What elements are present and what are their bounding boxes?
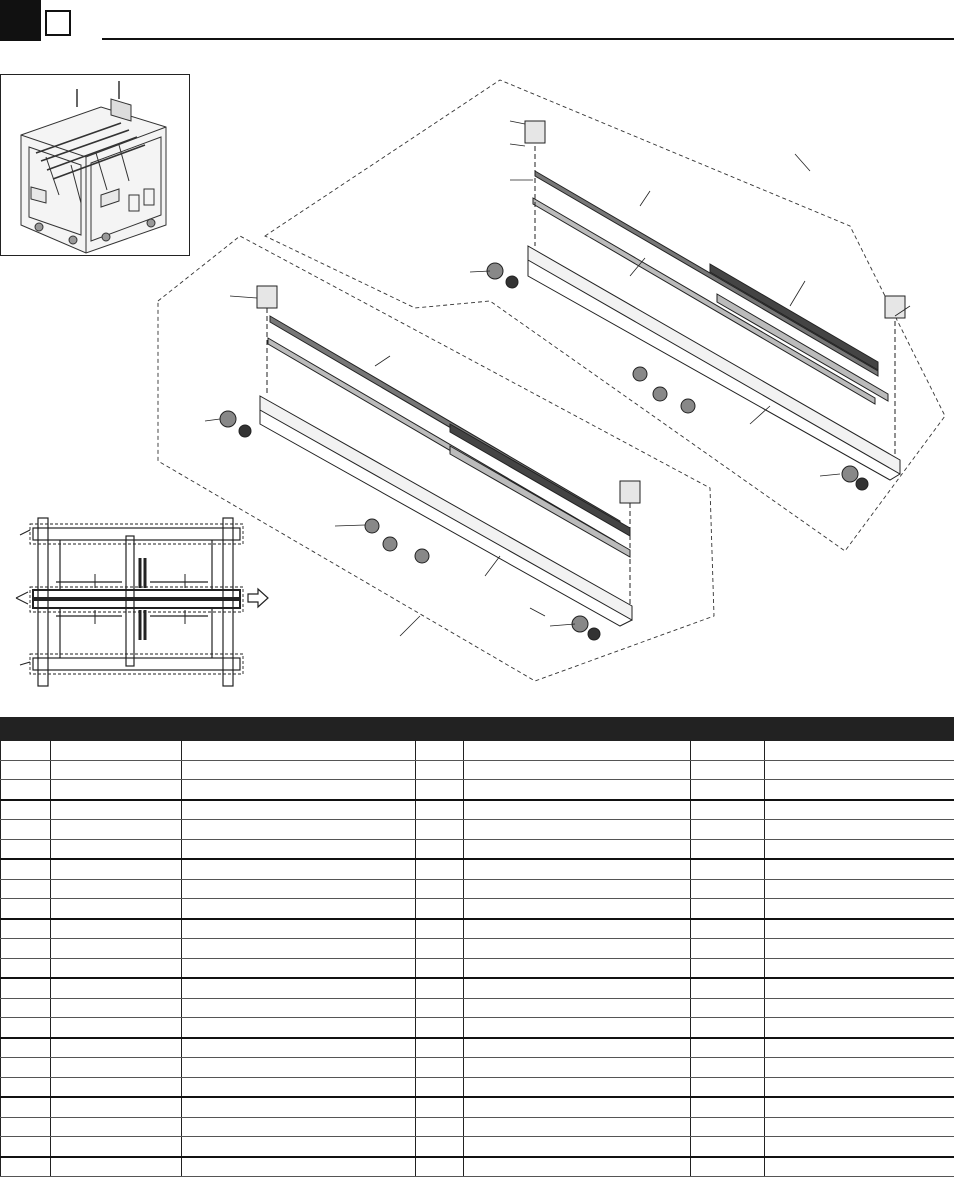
table-cell — [765, 859, 954, 879]
table-cell — [464, 741, 691, 761]
table-cell — [51, 1077, 182, 1097]
table-cell — [765, 998, 954, 1018]
table-cell — [182, 1137, 416, 1157]
table-cell — [416, 899, 464, 919]
table-row — [1, 919, 954, 939]
table-cell — [691, 780, 765, 800]
table-cell — [1, 780, 51, 800]
table-cell — [691, 839, 765, 859]
table-cell — [416, 859, 464, 879]
table-row — [1, 1058, 954, 1078]
table-cell — [464, 1038, 691, 1058]
column-header — [1, 718, 51, 741]
table-cell — [51, 741, 182, 761]
column-header — [765, 718, 954, 741]
table-cell — [464, 1018, 691, 1038]
table-cell — [182, 899, 416, 919]
table-cell — [691, 1117, 765, 1137]
table-cell — [1, 1117, 51, 1137]
sub-section-box — [45, 10, 71, 36]
table-cell — [51, 1157, 182, 1177]
table-cell — [464, 978, 691, 998]
table-cell — [182, 1097, 416, 1117]
table-cell — [51, 760, 182, 780]
table-header-row — [1, 718, 954, 741]
table-cell — [51, 1038, 182, 1058]
table-row — [1, 741, 954, 761]
table-cell — [1, 1077, 51, 1097]
table-row — [1, 939, 954, 959]
table-row — [1, 760, 954, 780]
table-cell — [182, 1077, 416, 1097]
table-cell — [416, 1097, 464, 1117]
table-cell — [765, 1018, 954, 1038]
table-cell — [765, 820, 954, 840]
table-row — [1, 839, 954, 859]
table-row — [1, 1038, 954, 1058]
table-cell — [1, 1157, 51, 1177]
table-cell — [464, 780, 691, 800]
table-cell — [182, 839, 416, 859]
table-cell — [765, 1097, 954, 1117]
table-cell — [691, 919, 765, 939]
table-cell — [765, 839, 954, 859]
table-cell — [416, 820, 464, 840]
table-cell — [691, 998, 765, 1018]
column-header — [691, 718, 765, 741]
table-cell — [765, 919, 954, 939]
table-cell — [51, 919, 182, 939]
table-cell — [1, 741, 51, 761]
table-cell — [51, 899, 182, 919]
table-cell — [691, 879, 765, 899]
table-cell — [765, 760, 954, 780]
table-cell — [691, 1058, 765, 1078]
table-cell — [1, 939, 51, 959]
table-cell — [51, 998, 182, 1018]
table-cell — [51, 978, 182, 998]
table-cell — [182, 820, 416, 840]
table-cell — [464, 919, 691, 939]
table-row — [1, 1097, 954, 1117]
section-marker-block — [0, 0, 41, 41]
table-cell — [1, 879, 51, 899]
table-cell — [416, 760, 464, 780]
table-cell — [765, 958, 954, 978]
column-header — [51, 718, 182, 741]
table-cell — [416, 998, 464, 1018]
table-cell — [464, 879, 691, 899]
table-cell — [765, 1058, 954, 1078]
table-cell — [1, 760, 51, 780]
table-cell — [765, 1157, 954, 1177]
table-cell — [416, 919, 464, 939]
table-cell — [51, 839, 182, 859]
table-cell — [51, 1018, 182, 1038]
table-cell — [51, 859, 182, 879]
table-cell — [416, 958, 464, 978]
table-cell — [765, 1077, 954, 1097]
table-cell — [464, 1097, 691, 1117]
table-cell — [416, 800, 464, 820]
table-row — [1, 998, 954, 1018]
table-cell — [416, 1157, 464, 1177]
table-cell — [1, 958, 51, 978]
column-header — [182, 718, 416, 741]
table-cell — [765, 978, 954, 998]
parts-table-body — [1, 741, 954, 1177]
table-cell — [765, 800, 954, 820]
table-cell — [1, 1137, 51, 1157]
table-row — [1, 879, 954, 899]
column-header — [464, 718, 691, 741]
table-cell — [1, 1097, 51, 1117]
table-cell — [691, 1018, 765, 1038]
table-cell — [464, 760, 691, 780]
table-cell — [51, 1117, 182, 1137]
table-cell — [464, 1117, 691, 1137]
table-row — [1, 1157, 954, 1177]
table-cell — [51, 1058, 182, 1078]
table-cell — [1, 1018, 51, 1038]
table-cell — [464, 939, 691, 959]
table-row — [1, 1018, 954, 1038]
table-cell — [182, 800, 416, 820]
table-row — [1, 1077, 954, 1097]
table-cell — [51, 820, 182, 840]
table-row — [1, 820, 954, 840]
table-cell — [416, 1077, 464, 1097]
table-cell — [1, 839, 51, 859]
table-cell — [416, 741, 464, 761]
table-row — [1, 1117, 954, 1137]
table-cell — [182, 1058, 416, 1078]
table-cell — [464, 958, 691, 978]
table-row — [1, 899, 954, 919]
table-cell — [51, 939, 182, 959]
table-cell — [691, 939, 765, 959]
table-cell — [416, 1058, 464, 1078]
table-cell — [416, 1018, 464, 1038]
table-cell — [691, 760, 765, 780]
table-cell — [182, 859, 416, 879]
table-row — [1, 958, 954, 978]
table-cell — [416, 1117, 464, 1137]
table-row — [1, 1137, 954, 1157]
table-cell — [765, 780, 954, 800]
table-cell — [1, 998, 51, 1018]
table-cell — [182, 1157, 416, 1177]
table-cell — [464, 1157, 691, 1177]
table-cell — [691, 859, 765, 879]
table-cell — [182, 780, 416, 800]
table-cell — [691, 1157, 765, 1177]
table-cell — [765, 1117, 954, 1137]
table-cell — [182, 741, 416, 761]
exploded-rail-assembly-illustration — [150, 76, 954, 686]
table-cell — [182, 978, 416, 998]
table-cell — [464, 859, 691, 879]
table-cell — [416, 1038, 464, 1058]
table-cell — [1, 899, 51, 919]
table-cell — [182, 939, 416, 959]
table-cell — [416, 978, 464, 998]
table-cell — [691, 958, 765, 978]
table-cell — [416, 780, 464, 800]
table-row — [1, 978, 954, 998]
header-rule — [102, 38, 954, 40]
table-cell — [1, 1058, 51, 1078]
table-cell — [691, 820, 765, 840]
table-cell — [691, 1137, 765, 1157]
table-cell — [765, 1038, 954, 1058]
table-cell — [765, 1137, 954, 1157]
table-cell — [1, 919, 51, 939]
table-cell — [182, 1018, 416, 1038]
table-cell — [416, 939, 464, 959]
table-cell — [464, 998, 691, 1018]
table-cell — [691, 741, 765, 761]
table-cell — [464, 839, 691, 859]
table-cell — [1, 978, 51, 998]
table-cell — [691, 1038, 765, 1058]
table-cell — [182, 1117, 416, 1137]
table-cell — [1, 859, 51, 879]
table-cell — [51, 1097, 182, 1117]
table-cell — [691, 978, 765, 998]
table-cell — [691, 1097, 765, 1117]
table-row — [1, 800, 954, 820]
table-cell — [51, 958, 182, 978]
parts-table — [0, 717, 954, 1177]
table-cell — [765, 899, 954, 919]
table-cell — [765, 879, 954, 899]
table-cell — [765, 741, 954, 761]
table-cell — [182, 1038, 416, 1058]
table-cell — [182, 998, 416, 1018]
table-cell — [464, 820, 691, 840]
table-cell — [1, 800, 51, 820]
table-cell — [765, 939, 954, 959]
table-cell — [182, 919, 416, 939]
table-cell — [1, 820, 51, 840]
table-cell — [416, 1137, 464, 1157]
table-cell — [691, 1077, 765, 1097]
table-cell — [51, 1137, 182, 1157]
table-cell — [464, 899, 691, 919]
table-cell — [51, 800, 182, 820]
table-cell — [1, 1038, 51, 1058]
table-row — [1, 859, 954, 879]
table-cell — [464, 1058, 691, 1078]
table-cell — [691, 800, 765, 820]
column-header — [416, 718, 464, 741]
table-cell — [182, 879, 416, 899]
table-cell — [464, 1137, 691, 1157]
table-cell — [416, 839, 464, 859]
table-cell — [464, 1077, 691, 1097]
table-cell — [464, 800, 691, 820]
table-cell — [416, 879, 464, 899]
table-cell — [182, 958, 416, 978]
table-row — [1, 780, 954, 800]
table-cell — [51, 780, 182, 800]
table-cell — [51, 879, 182, 899]
table-cell — [691, 899, 765, 919]
table-cell — [182, 760, 416, 780]
